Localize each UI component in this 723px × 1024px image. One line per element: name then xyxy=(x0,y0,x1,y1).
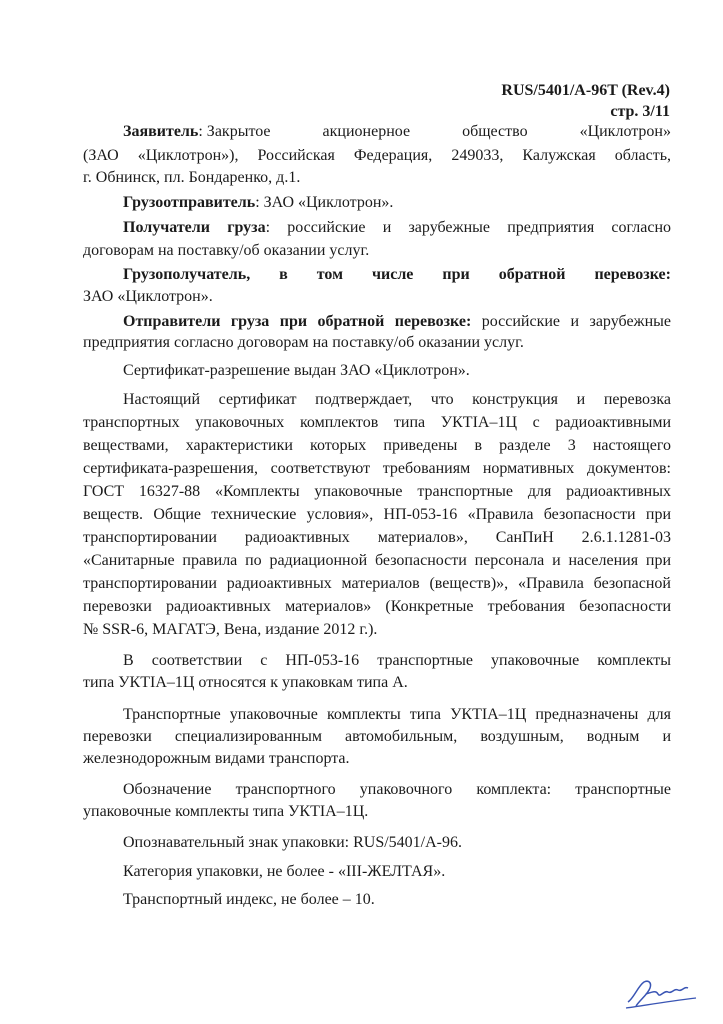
certificate-line-8: «Санитарные правила по радиационной безопасности персонала и населения при xyxy=(83,552,671,569)
certificate-line-6: веществ. Общие технические условия», НП-053-16 «Правила безопасности при xyxy=(83,506,671,523)
return-senders-label: Отправители груза при обратной перевозке: xyxy=(123,313,472,330)
designation-line-2: упаковочные комплекты типа УКТIА–1Ц. xyxy=(83,803,369,820)
transport-index-line: Транспортный индекс, не более – 10. xyxy=(123,891,375,908)
page-number: стр. 3/11 xyxy=(610,103,670,120)
shipper-label: Грузоотправитель xyxy=(123,194,256,211)
certificate-line-1: Настоящий сертификат подтверждает, что конструкция и перевозка xyxy=(123,391,671,408)
consignee-word-3: том xyxy=(316,266,344,283)
certificate-line-10: перевозки радиоактивных материалов» (Конкретные требования безопасности xyxy=(83,598,671,615)
recipients-line-1 xyxy=(123,218,671,238)
consignee-line-2: ЗАО «Циклотрон». xyxy=(83,288,213,305)
consignee-word-5: при xyxy=(442,266,470,283)
certificate-line-11: № SSR-6, МАГАТЭ, Вена, издание 2012 г.). xyxy=(83,621,378,638)
applicant-line-3: г. Обнинск, пл. Бондаренко, д.1. xyxy=(83,169,301,186)
recipients-label: Получатели груза xyxy=(123,219,266,236)
designation-line-1: Обозначение транспортного упаковочного комплекта: транспортные xyxy=(123,781,671,798)
consignee-word-1: Грузополучатель, xyxy=(123,266,251,283)
certificate-line-9: транспортировании радиоактивных материалов (веществ)», «Правила безопасной xyxy=(83,575,671,592)
shipper-text: : ЗАО «Циклотрон». xyxy=(255,194,394,211)
consignee-word-6: обратной xyxy=(498,266,566,283)
consignee-line-1 xyxy=(123,265,671,285)
purpose-line-2: перевозки специализированным автомобильным, воздушным, водным и xyxy=(83,728,671,745)
applicant-label: Заявитель xyxy=(123,123,199,140)
return-senders-line-1 xyxy=(123,312,671,332)
applicant-line-1 xyxy=(123,122,671,142)
applicant-word-2: акционерное xyxy=(322,123,411,140)
applicant-word-3: общество xyxy=(462,123,528,140)
consignee-word-7: перевозке: xyxy=(594,266,671,283)
certificate-line-2: транспортных упаковочных комплектов типа УКТIА–1Ц с радиоактивными xyxy=(83,414,671,431)
consignee-word-4: числе xyxy=(371,266,414,283)
applicant-word-1: : Закрытое xyxy=(198,123,271,140)
certificate-line-4: сертификата-разрешения, соответствуют требованиям нормативных документов: xyxy=(83,460,671,477)
identification-mark-line: Опознавательный знак упаковки: RUS/5401/A-96. xyxy=(123,834,462,851)
applicant-line-2: (ЗАО «Циклотрон»), Российская Федерация, 249033, Калужская область, xyxy=(83,147,671,164)
certificate-line-5: ГОСТ 16327-88 «Комплекты упаковочные транспортные для радиоактивных xyxy=(83,483,671,500)
signature-icon xyxy=(622,972,702,1012)
recipients-text: : российские и зарубежные предприятия согласно xyxy=(265,219,671,236)
package-category-line: Категория упаковки, не более - «III-ЖЕЛТАЯ». xyxy=(123,863,446,880)
consignee-word-2: в xyxy=(279,266,288,283)
return-senders-text: российские и зарубежные xyxy=(471,313,672,330)
accordance-line-2: типа УКТIА–1Ц относятся к упаковкам типа А. xyxy=(83,674,408,691)
issued-line: Сертификат-разрешение выдан ЗАО «Циклотрон». xyxy=(123,362,470,379)
applicant-word-4: «Циклотрон» xyxy=(579,123,671,140)
accordance-line-1: В соответствии с НП-053-16 транспортные упаковочные комплекты xyxy=(123,652,671,669)
applicant-line-1-start xyxy=(123,122,271,142)
purpose-line-1: Транспортные упаковочные комплекты типа УКТIА–1Ц предназначены для xyxy=(123,706,671,723)
purpose-line-3: железнодорожным видами транспорта. xyxy=(83,750,350,767)
recipients-line-2: договорам на поставку/об оказании услуг. xyxy=(83,242,370,259)
return-senders-line-2: предприятия согласно договорам на поставку/об оказании услуг. xyxy=(83,334,524,351)
document-number: RUS/5401/A-96T (Rev.4) xyxy=(501,82,670,99)
certificate-line-3: веществами, характеристики которых приведены в разделе 3 настоящего xyxy=(83,437,671,454)
certificate-line-7: транспортировании радиоактивных материалов», СанПиН 2.6.1.1281-03 xyxy=(83,529,671,546)
shipper-line xyxy=(123,193,393,213)
